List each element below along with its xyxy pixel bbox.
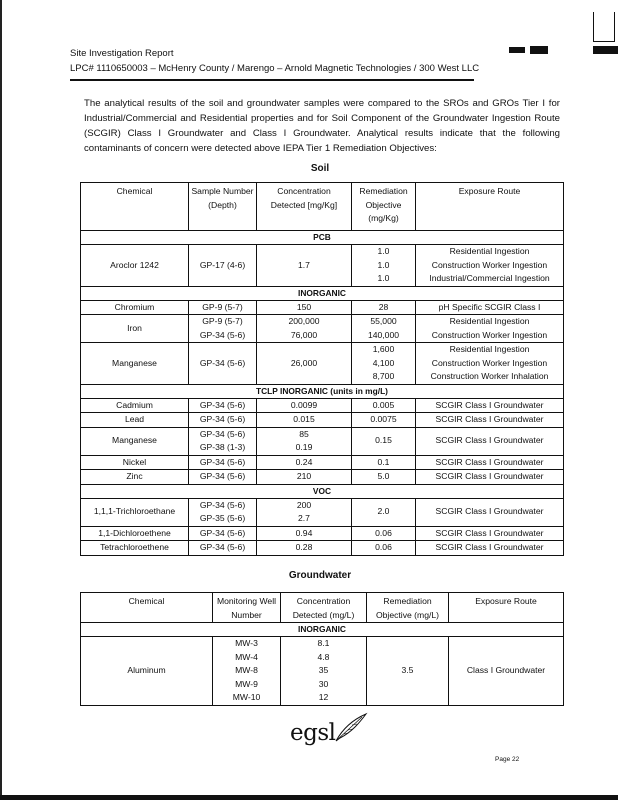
concentration-value: 0.0099 [290,399,318,410]
concentration-value: 0.94 [295,527,313,538]
concentration [257,343,352,385]
exposure-route [416,315,564,343]
remediation-objective-value: 1.0 [377,273,390,283]
table-row [81,413,564,428]
remediation-objective [352,300,416,315]
concentration [281,637,367,706]
intro-paragraph: The analytical results of the soil and groundwater samples were compared to the SROs and GROs Tier I for Industrial/Commercial and Residential properties and for Soil Component of the Groundwater Ingestion Route (SCGIR) Class I Groundwater and Class I Groundwater. Analytical results indicate that the following contaminants of concern were detected above IEPA Tier 1 Remediation Objectives: [84,98,560,154]
table-row [81,343,564,385]
gw-header-chemical: Chemical [81,593,213,623]
category-row [81,384,564,398]
soil-results-table [80,182,564,556]
remediation-objective [352,245,416,287]
concentration [257,427,352,455]
sample-number-value: GP-35 (5-6) [199,513,246,523]
sample-number-value: GP-34 (5-6) [199,357,246,368]
logo-text: egsl [290,720,336,746]
remediation-objective [367,637,449,706]
remediation-objective-value: 5.0 [377,471,390,481]
exposure-route-value: SCGIR Class I Groundwater [435,456,544,467]
exposure-route-value: Residential Ingestion [449,246,530,256]
exposure-route-value: Construction Worker Ingestion [431,357,548,368]
exposure-route [416,300,564,315]
sample-number-value: GP-34 (5-6) [199,527,246,538]
scan-artifact-box [593,12,615,42]
groundwater-section-title: Groundwater [288,570,352,581]
table-row [81,498,564,526]
chemical-name: Aroclor 1242 [81,245,189,287]
sample-number [189,470,257,485]
table-row [81,637,564,706]
category-row [81,231,564,245]
table-row [81,245,564,287]
exposure-route [416,398,564,413]
exposure-route [416,413,564,428]
remediation-objective-value: 1.0 [377,246,390,256]
chemical-name: Chromium [81,300,189,315]
feather-quill-icon [334,712,368,742]
remediation-objective [352,498,416,526]
remediation-objective [352,343,416,385]
sample-number-value: GP-34 (5-6) [199,471,246,481]
remediation-objective [352,398,416,413]
exposure-route-value: pH Specific SCGIR Class I [438,301,541,312]
chemical-name: Zinc [81,470,189,485]
remediation-objective-value: 0.06 [375,527,392,538]
concentration [257,498,352,526]
exposure-route-value: SCGIR Class I Groundwater [435,435,544,446]
concentration-value: 76,000 [290,329,318,340]
report-subtitle: LPC# 1110650003 – McHenry County / Marengo – Arnold Magnetic Technologies / 300 West LLC [70,63,480,74]
chemical-name: Lead [81,413,189,428]
exposure-route [416,427,564,455]
exposure-route [416,498,564,526]
remediation-objective-value: 28 [378,301,389,312]
concentration-value: 4.8 [317,651,330,662]
table-row [81,470,564,485]
concentration [257,398,352,413]
soil-header-concentration: Concentration Detected [mg/Kg] [257,183,352,231]
exposure-route-value: Construction Worker Inhalation [430,371,549,381]
concentration-value: 0.015 [293,414,315,424]
sample-number-value: GP-34 (5-6) [199,428,246,439]
category-label: VOC [81,484,564,498]
concentration-value: 150 [296,301,312,312]
exposure-route [416,470,564,485]
concentration [257,541,352,556]
sample-number-value: MW-9 [235,678,258,689]
soil-header-chemical: Chemical [81,183,189,231]
remediation-objective-value: 0.005 [372,399,395,410]
category-label: PCB [81,231,564,245]
concentration-value: 26,000 [290,357,318,368]
table-row [81,526,564,541]
exposure-route [449,637,564,706]
soil-header-objective: Remediation Objective (mg/Kg) [352,183,416,231]
concentration-value: 200 [296,499,312,510]
sample-number-value: GP-34 (5-6) [199,414,246,424]
remediation-objective [352,427,416,455]
concentration-value: 35 [318,665,329,675]
concentration-value: 210 [296,471,312,481]
soil-table-body [81,231,564,556]
sample-number [189,343,257,385]
document-header [70,46,550,76]
exposure-route-value: SCGIR Class I Groundwater [435,527,544,538]
sample-number-value: GP-34 (5-6) [199,499,246,510]
category-label: TCLP INORGANIC (units in mg/L) [81,384,564,398]
remediation-objective [352,541,416,556]
sample-number [213,637,281,706]
concentration-value: 1.7 [298,259,310,270]
concentration [257,413,352,428]
remediation-objective-value: 4,100 [372,357,395,368]
concentration [257,526,352,541]
sample-number [189,498,257,526]
exposure-route-value: SCGIR Class I Groundwater [435,542,544,552]
exposure-route-value: Industrial/Commercial Ingestion [429,273,550,283]
table-row [81,427,564,455]
sample-number-value: MW-4 [235,651,258,662]
chemical-name: 1,1-Dichloroethene [81,526,189,541]
chemical-name: Nickel [81,455,189,470]
table-row [81,300,564,315]
exposure-route-value: Residential Ingestion [449,316,530,326]
sample-number [189,541,257,556]
concentration-value: 0.24 [295,456,313,467]
chemical-name: Iron [81,315,189,343]
sample-number-value: MW-8 [235,665,258,675]
scan-left-edge [0,0,2,800]
sample-number-value: GP-9 (5-7) [202,316,243,326]
exposure-route-value: Construction Worker Ingestion [431,259,548,270]
scan-artifact-mark [593,46,618,54]
category-row [81,623,564,637]
sample-number-value: GP-34 (5-6) [199,456,246,467]
remediation-objective-value: 8,700 [372,371,395,381]
sample-number [189,398,257,413]
category-row [81,286,564,300]
remediation-objective-value: 3.5 [401,665,414,675]
groundwater-table-body [81,623,564,706]
sample-number [189,413,257,428]
exposure-route-value: SCGIR Class I Groundwater [435,506,544,517]
gw-header-exposure: Exposure Route [449,593,564,623]
header-rule [70,79,474,81]
sample-number [189,315,257,343]
concentration-value: 85 [299,428,309,439]
gw-header-concentration: Concentration Detected (mg/L) [281,593,367,623]
exposure-route-value: SCGIR Class I Groundwater [435,471,544,481]
sample-number-value: GP-34 (5-6) [199,329,246,340]
chemical-name: Aluminum [81,637,213,706]
concentration [257,470,352,485]
remediation-objective-value: 1.0 [377,259,390,270]
chemical-name: Manganese [81,427,189,455]
sample-number [189,427,257,455]
egsl-logo [290,712,368,746]
remediation-objective [352,413,416,428]
chemical-name: Tetrachloroethene [81,541,189,556]
concentration-value: 200,000 [288,316,320,326]
table-row [81,315,564,343]
remediation-objective-value: 2.0 [377,506,390,517]
table-row [81,455,564,470]
remediation-objective-value: 0.0075 [370,414,397,424]
exposure-route-value: Residential Ingestion [449,344,530,354]
soil-header-sample: Sample Number (Depth) [189,183,257,231]
category-label: INORGANIC [81,623,564,637]
chemical-name: 1,1,1-Trichloroethane [81,498,189,526]
sample-number [189,455,257,470]
sample-number-value: MW-10 [232,692,261,702]
page-number: Page 22 [495,756,520,763]
scan-bottom-edge [0,795,618,800]
concentration-value: 2.7 [298,513,310,523]
concentration-value: 8.1 [317,638,330,648]
concentration-value: 12 [318,692,329,702]
exposure-route-value: Construction Worker Ingestion [431,329,548,340]
exposure-route [416,343,564,385]
sample-number [189,300,257,315]
table-row [81,398,564,413]
sample-number-value: GP-34 (5-6) [199,399,246,410]
remediation-objective-value: 55,000 [370,316,397,326]
exposure-route [416,526,564,541]
sample-number-value: GP-9 (5-7) [202,301,243,312]
exposure-route [416,455,564,470]
remediation-objective [352,455,416,470]
concentration-value: 30 [318,678,329,689]
remediation-objective [352,470,416,485]
concentration [257,315,352,343]
chemical-name: Manganese [81,343,189,385]
sample-number [189,245,257,287]
sample-number-value: GP-38 (1-3) [199,442,246,452]
report-title: Site Investigation Report [70,48,174,59]
gw-header-objective: Remediation Objective (mg/L) [367,593,449,623]
remediation-objective-value: 0.15 [375,435,392,446]
concentration [257,300,352,315]
groundwater-results-table [80,592,564,706]
remediation-objective-value: 0.1 [377,456,390,467]
sample-number [189,526,257,541]
chemical-name: Cadmium [81,398,189,413]
category-label: INORGANIC [81,286,564,300]
gw-header-well: Monitoring Well Number [213,593,281,623]
concentration [257,455,352,470]
table-row [81,541,564,556]
soil-header-exposure: Exposure Route [416,183,564,231]
category-row [81,484,564,498]
exposure-route-value: Class I Groundwater [466,665,546,675]
exposure-route-value: SCGIR Class I Groundwater [435,414,544,424]
remediation-objective-value: 1,600 [372,344,395,354]
sample-number-value: MW-3 [235,638,258,648]
remediation-objective [352,315,416,343]
exposure-route-value: SCGIR Class I Groundwater [435,399,544,410]
remediation-objective-value: 0.06 [375,542,392,552]
remediation-objective [352,526,416,541]
soil-section-title: Soil [310,163,330,174]
sample-number-value: GP-34 (5-6) [199,542,246,552]
sample-number-value: GP-17 (4-6) [199,259,246,270]
concentration-value: 0.28 [295,542,313,552]
exposure-route [416,245,564,287]
concentration-value: 0.19 [295,442,313,452]
concentration [257,245,352,287]
remediation-objective-value: 140,000 [367,329,400,340]
exposure-route [416,541,564,556]
